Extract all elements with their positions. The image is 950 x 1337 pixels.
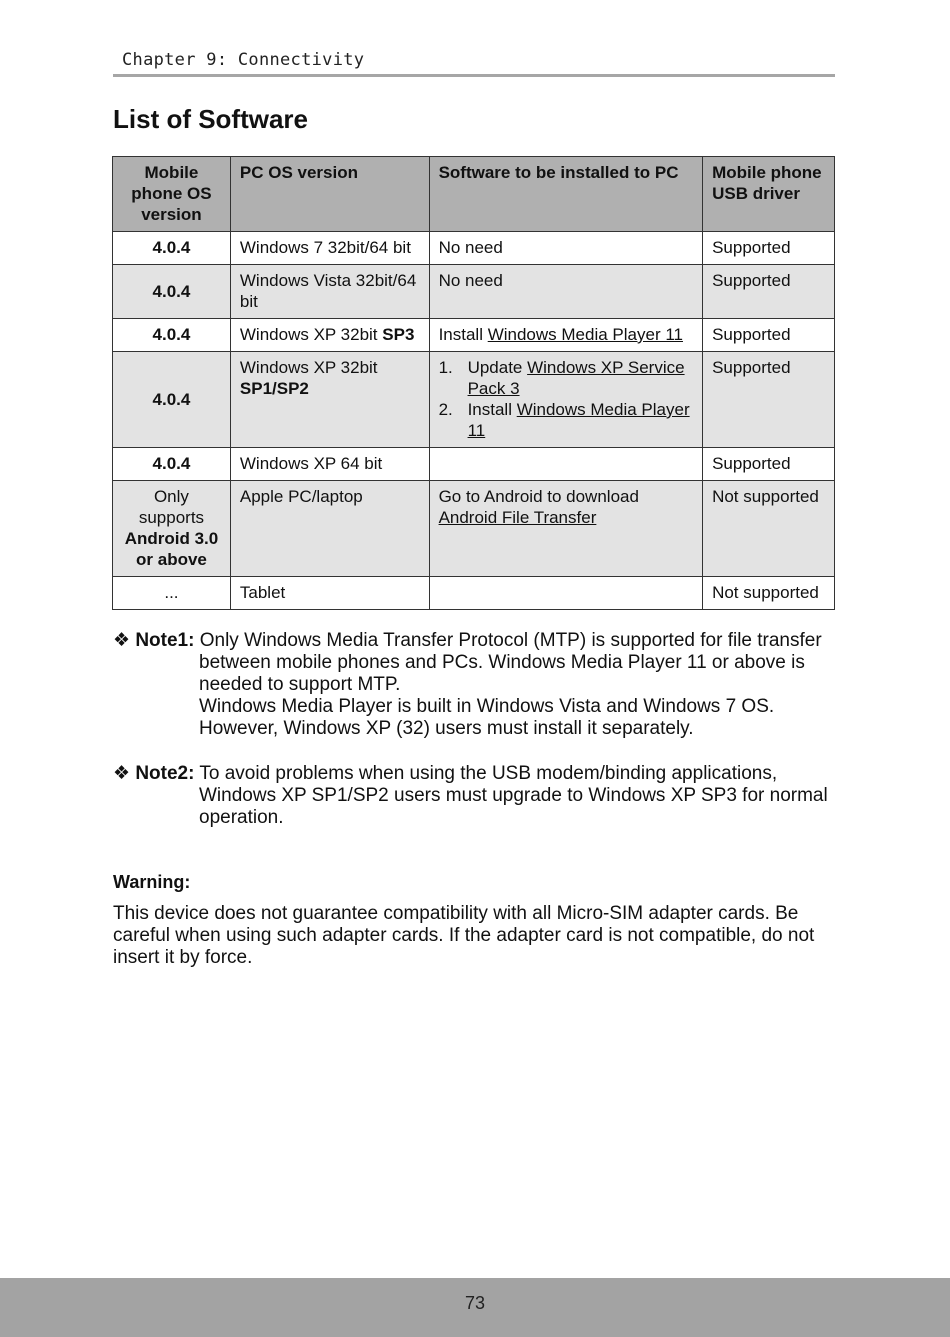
os-requirement-version: Android 3.0 or above [124,529,219,569]
cell-pc-os: Tablet [230,577,429,610]
step-prefix: Update [467,358,528,377]
windows-media-player-link[interactable]: Windows Media Player 11 [467,400,690,440]
page-number: 73 [464,1293,486,1313]
warning-line: careful when using such adapter cards. If the adapter card is not compatible, do not [113,925,815,946]
note-line: between mobile phones and PCs. Windows Media Player 11 or above is [199,652,805,673]
cell-pc-os: Apple PC/laptop [230,481,429,577]
cell-driver: Supported [703,448,835,481]
list-item [439,399,694,441]
cell-os-version: 4.0.4 [113,448,231,481]
column-header-pc-os: PC OS version [230,157,429,232]
chapter-header: Chapter 9: Connectivity [122,50,365,70]
note-line: Only Windows Media Transfer Protocol (MTP) is supported for file transfer [199,630,822,651]
note-label: Note2: [135,763,195,784]
pc-os-text: Windows XP 32bit [239,358,378,377]
cell-os-version: 4.0.4 [113,265,231,319]
cell-driver: Supported [703,319,835,352]
column-header-mobile-os: Mobile phone OS version [113,157,231,232]
cell-software [429,448,703,481]
cell-os-version: 4.0.4 [113,352,231,448]
pc-os-text: Windows XP 32bit [239,325,383,344]
cell-os-version: 4.0.4 [113,232,231,265]
cell-software: No need [429,232,703,265]
warning-text [113,903,838,969]
step-number: 1. [438,358,453,377]
warning-line: This device does not guarantee compatibility with all Micro-SIM adapter cards. Be [113,903,799,924]
pc-os-service-pack: SP1/SP2 [239,379,309,398]
cell-driver: Supported [703,352,835,448]
note-first-line [113,763,843,785]
cell-software [429,577,703,610]
table-row [113,577,835,610]
cell-software [429,319,703,352]
cell-software [429,352,703,448]
list-item [439,357,694,399]
table-row [113,265,835,319]
diamond-bullet-icon: ❖ [113,763,131,784]
page-title: List of Software [113,104,309,134]
table-row [113,352,835,448]
note-line: Windows XP SP1/SP2 users must upgrade to Windows XP SP3 for normal [199,785,828,806]
diamond-bullet-icon: ❖ [113,630,131,651]
windows-media-player-link[interactable]: Windows Media Player 11 [487,325,683,344]
table-row [113,481,835,577]
os-requirement-text: Only supports [138,487,205,527]
warning-line: insert it by force. [113,947,253,968]
table-row [113,319,835,352]
note-label: Note1: [135,630,195,651]
cell-pc-os: Windows 7 32bit/64 bit [230,232,429,265]
cell-pc-os [230,319,429,352]
warning-heading: Warning: [113,872,191,892]
cell-os-version [113,481,231,577]
page-footer [0,1278,950,1337]
software-table [112,156,835,610]
cell-driver: Supported [703,232,835,265]
cell-os-version: ... [113,577,231,610]
cell-pc-os: Windows XP 64 bit [230,448,429,481]
note-first-line [113,630,843,652]
cell-driver: Supported [703,265,835,319]
step-number: 2. [438,400,453,419]
note-line: Windows Media Player is built in Windows Vista and Windows 7 OS. [199,696,775,717]
android-file-transfer-link[interactable]: Android File Transfer [438,508,597,527]
software-prefix: Install [438,325,488,344]
table-row [113,448,835,481]
table-row [113,232,835,265]
install-steps-list [439,357,694,441]
note-2 [113,763,843,829]
cell-software: No need [429,265,703,319]
pc-os-service-pack: SP3 [382,325,415,344]
note-line: However, Windows XP (32) users must install it separately. [199,718,694,739]
software-prefix: Go to Android to download [438,487,639,506]
note-line: needed to support MTP. [199,674,401,695]
header-rule [113,74,835,77]
note-1 [113,630,843,740]
column-header-software: Software to be installed to PC [429,157,703,232]
step-prefix: Install [467,400,517,419]
cell-software [429,481,703,577]
table-header-row [113,157,835,232]
note-line: To avoid problems when using the USB modem/binding applications, [199,763,778,784]
windows-xp-sp3-link[interactable]: Windows XP Service Pack 3 [467,358,685,398]
column-header-usb-driver: Mobile phone USB driver [703,157,835,232]
cell-driver: Not supported [703,577,835,610]
cell-pc-os [230,352,429,448]
cell-os-version: 4.0.4 [113,319,231,352]
cell-pc-os: Windows Vista 32bit/64 bit [230,265,429,319]
note-line: operation. [199,807,284,828]
cell-driver: Not supported [703,481,835,577]
